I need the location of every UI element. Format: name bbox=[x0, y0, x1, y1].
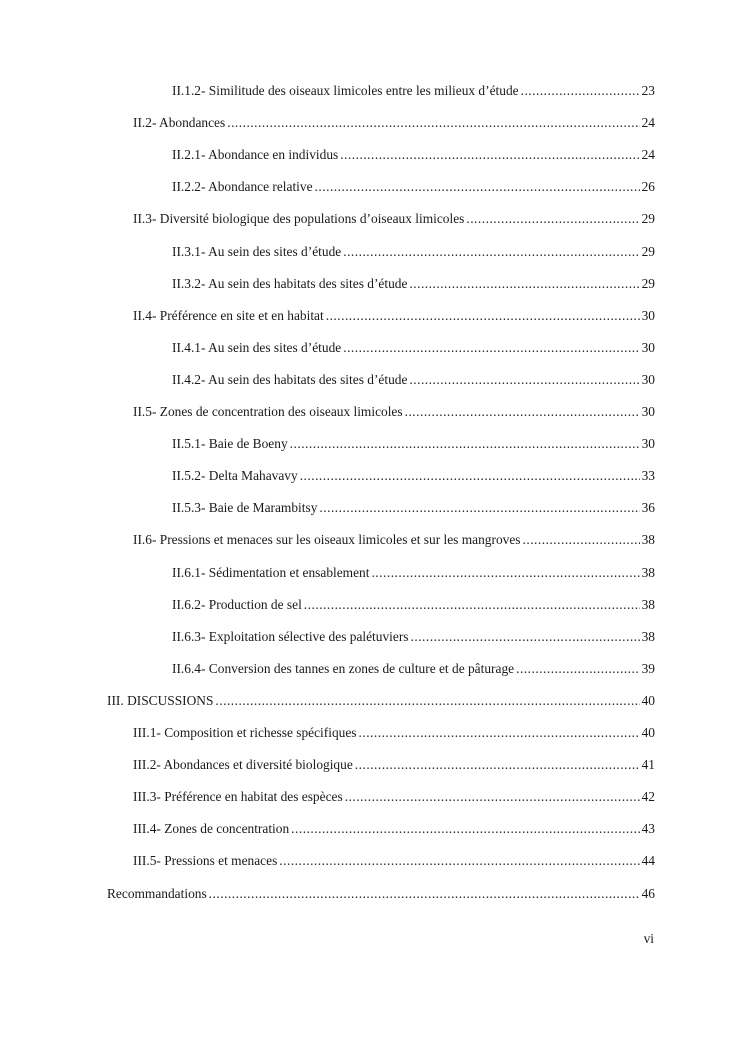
toc-entry-page-number: 24 bbox=[641, 115, 655, 131]
toc-entry-title: III. DISCUSSIONS bbox=[107, 692, 214, 708]
toc-dot-leader bbox=[279, 851, 639, 871]
toc-dot-leader bbox=[359, 723, 640, 743]
toc-entry-title: II.4- Préférence en site et en habitat bbox=[133, 307, 324, 323]
toc-entry[interactable] bbox=[172, 145, 655, 165]
toc-entry[interactable] bbox=[133, 755, 655, 775]
toc-entry[interactable] bbox=[133, 819, 655, 839]
toc-dot-leader bbox=[371, 563, 639, 583]
toc-entry-page-number: 38 bbox=[641, 628, 655, 644]
toc-dot-leader bbox=[409, 370, 639, 390]
toc-entry-title: III.5- Pressions et menaces bbox=[133, 853, 278, 869]
toc-entry-page-number: 41 bbox=[641, 757, 655, 773]
toc-entry-page-number: 29 bbox=[641, 275, 655, 291]
toc-entry-title: II.6.4- Conversion des tannes en zones de culture et de pâturage bbox=[172, 660, 515, 676]
toc-entry[interactable] bbox=[172, 659, 655, 679]
toc-dot-leader bbox=[343, 242, 639, 262]
toc-entry-title: II.4.1- Au sein des sites d’étude bbox=[172, 339, 342, 355]
toc-entry[interactable] bbox=[172, 595, 655, 615]
toc-dot-leader bbox=[523, 530, 640, 550]
toc-entry[interactable] bbox=[172, 370, 655, 390]
toc-dot-leader bbox=[355, 755, 640, 775]
toc-entry[interactable] bbox=[107, 884, 655, 904]
toc-entry-title: II.3.2- Au sein des habitats des sites d’étude bbox=[172, 275, 408, 291]
toc-dot-leader bbox=[315, 177, 640, 197]
toc-entry-page-number: 26 bbox=[641, 179, 655, 195]
toc-entry-page-number: 40 bbox=[641, 692, 655, 708]
toc-entry-title: II.4.2- Au sein des habitats des sites d’étude bbox=[172, 371, 408, 387]
toc-entry-title: II.6.1- Sédimentation et ensablement bbox=[172, 564, 370, 580]
toc-entry-title: II.3- Diversité biologique des populations d’oiseaux limicoles bbox=[133, 211, 465, 227]
toc-entry-title: III.1- Composition et richesse spécifiques bbox=[133, 725, 357, 740]
toc-dot-leader bbox=[343, 338, 639, 358]
toc-entry[interactable] bbox=[172, 563, 655, 583]
toc-entry[interactable] bbox=[172, 338, 655, 358]
toc-entry-page-number: 30 bbox=[641, 371, 655, 387]
toc-entry-page-number: 38 bbox=[641, 596, 655, 612]
toc-entry-page-number: 33 bbox=[641, 468, 655, 484]
toc-dot-leader bbox=[227, 113, 639, 133]
toc-entry-page-number: 38 bbox=[641, 564, 655, 580]
toc-entry-title: II.3.1- Au sein des sites d’étude bbox=[172, 243, 342, 259]
toc-entry-page-number: 43 bbox=[641, 821, 655, 837]
toc-dot-leader bbox=[304, 595, 640, 615]
toc-entry-page-number: 30 bbox=[641, 436, 655, 452]
toc-entry[interactable] bbox=[133, 851, 655, 871]
toc-dot-leader bbox=[340, 145, 639, 165]
toc-entry[interactable] bbox=[133, 402, 655, 422]
toc-dot-leader bbox=[300, 466, 640, 486]
toc-entry[interactable] bbox=[133, 113, 655, 133]
toc-entry-page-number: 44 bbox=[641, 853, 655, 869]
toc-dot-leader bbox=[326, 306, 640, 326]
toc-entry[interactable] bbox=[133, 209, 655, 229]
toc-dot-leader bbox=[409, 274, 639, 294]
toc-dot-leader bbox=[290, 434, 640, 454]
toc-entry[interactable] bbox=[172, 242, 655, 262]
toc-entry[interactable] bbox=[133, 306, 655, 326]
toc-entry[interactable] bbox=[133, 787, 655, 807]
toc-entry-title: II.5- Zones de concentration des oiseaux limicoles bbox=[133, 404, 403, 419]
toc-dot-leader bbox=[466, 209, 639, 229]
toc-entry[interactable] bbox=[172, 274, 655, 294]
toc-dot-leader bbox=[345, 787, 640, 807]
toc-dot-leader bbox=[209, 884, 640, 904]
toc-entry-page-number: 24 bbox=[641, 147, 655, 163]
toc-entry[interactable] bbox=[172, 434, 655, 454]
toc-entry[interactable] bbox=[172, 627, 655, 647]
toc-entry[interactable] bbox=[107, 691, 655, 711]
toc-dot-leader bbox=[319, 498, 639, 518]
toc-entry-page-number: 39 bbox=[641, 660, 655, 676]
toc-entry-title: II.5.3- Baie de Marambitsy bbox=[172, 500, 318, 516]
toc-entry-page-number: 30 bbox=[641, 339, 655, 355]
toc-entry-page-number: 29 bbox=[641, 211, 655, 227]
toc-entry-title: II.5.1- Baie de Boeny bbox=[172, 436, 288, 452]
toc-entry-page-number: 38 bbox=[641, 532, 655, 548]
toc-dot-leader bbox=[521, 81, 640, 101]
toc-dot-leader bbox=[516, 659, 640, 679]
toc-entry-page-number: 46 bbox=[641, 885, 655, 901]
toc-entry-title: III.4- Zones de concentration bbox=[133, 821, 290, 837]
toc-entry-title: II.2.1- Abondance en individus bbox=[172, 147, 339, 163]
toc-entry[interactable] bbox=[172, 177, 655, 197]
toc-entry[interactable] bbox=[133, 530, 655, 550]
toc-entry-title: III.3- Préférence en habitat des espèces bbox=[133, 789, 343, 805]
toc-entry-page-number: 40 bbox=[641, 725, 655, 740]
toc-entry-page-number: 42 bbox=[641, 789, 655, 805]
toc-entry-title: II.2- Abondances bbox=[133, 115, 226, 131]
toc-entry[interactable] bbox=[172, 498, 655, 518]
toc-dot-leader bbox=[411, 627, 640, 647]
toc-entry-page-number: 30 bbox=[641, 307, 655, 323]
toc-entry-page-number: 30 bbox=[641, 404, 655, 419]
toc-dot-leader bbox=[405, 402, 640, 422]
toc-entry[interactable] bbox=[133, 723, 655, 743]
toc-entry-title: II.5.2- Delta Mahavavy bbox=[172, 468, 298, 484]
toc-entry-title: Recommandations bbox=[107, 885, 207, 901]
toc-entry-title: II.2.2- Abondance relative bbox=[172, 179, 313, 195]
toc-entry-title: III.2- Abondances et diversité biologique bbox=[133, 757, 353, 773]
toc-entry-page-number: 23 bbox=[641, 83, 655, 98]
toc-entry-title: II.1.2- Similitude des oiseaux limicoles entre les milieux d’étude bbox=[172, 83, 519, 98]
toc-entry-page-number: 36 bbox=[641, 500, 655, 516]
toc-dot-leader bbox=[291, 819, 639, 839]
toc-entry[interactable] bbox=[172, 466, 655, 486]
toc-entry-title: II.6.2- Production de sel bbox=[172, 596, 302, 612]
toc-entry[interactable] bbox=[172, 81, 655, 101]
toc-dot-leader bbox=[215, 691, 639, 711]
toc-entry-title: II.6- Pressions et menaces sur les oiseaux limicoles et sur les mangroves bbox=[133, 532, 521, 548]
page-number: vi bbox=[643, 931, 654, 946]
toc-entry-title: II.6.3- Exploitation sélective des palétuviers bbox=[172, 628, 409, 644]
toc-entry-page-number: 29 bbox=[641, 243, 655, 259]
